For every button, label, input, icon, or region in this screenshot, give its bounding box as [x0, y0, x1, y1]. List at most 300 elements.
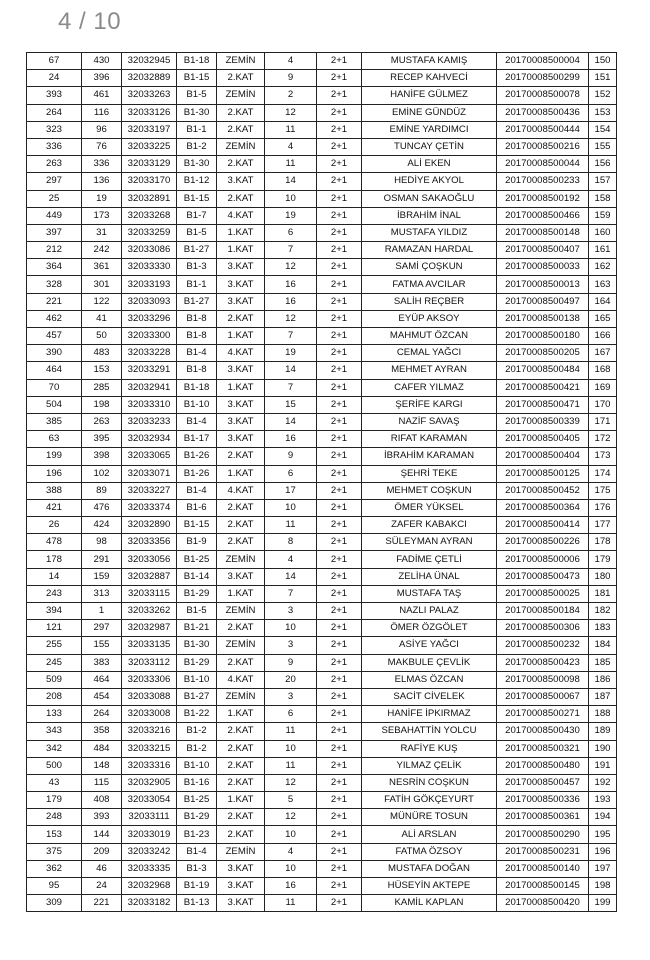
- cell-room-type: 2+1: [317, 826, 362, 843]
- cell-row-no: 196: [589, 843, 617, 860]
- cell-application-no: 32033259: [122, 224, 177, 241]
- cell-room-type: 2+1: [317, 379, 362, 396]
- cell-row-no: 155: [589, 138, 617, 155]
- cell-apartment-no: 10: [265, 826, 317, 843]
- cell-floor: 3.KAT: [217, 413, 265, 430]
- cell-application-no: 32032934: [122, 431, 177, 448]
- cell-order-no: 178: [27, 551, 82, 568]
- cell-floor: 3.KAT: [217, 259, 265, 276]
- table-row: [27, 895, 617, 912]
- table-row: [27, 293, 617, 310]
- cell-block: B1-3: [177, 860, 217, 877]
- table-row: [27, 860, 617, 877]
- cell-lot-no: 31: [82, 224, 122, 241]
- cell-order-no: 504: [27, 396, 82, 413]
- cell-floor: 3.KAT: [217, 895, 265, 912]
- table-row: [27, 499, 617, 516]
- cell-block: B1-2: [177, 740, 217, 757]
- table-row: [27, 70, 617, 87]
- cell-order-no: 179: [27, 792, 82, 809]
- cell-lot-no: 144: [82, 826, 122, 843]
- cell-order-no: 153: [27, 826, 82, 843]
- cell-full-name: ZELİHA ÜNAL: [362, 568, 497, 585]
- cell-room-type: 2+1: [317, 138, 362, 155]
- cell-floor: 3.KAT: [217, 878, 265, 895]
- cell-order-no: 121: [27, 620, 82, 637]
- cell-floor: 2.KAT: [217, 723, 265, 740]
- cell-row-no: 197: [589, 860, 617, 877]
- cell-block: B1-13: [177, 895, 217, 912]
- cell-room-type: 2+1: [317, 310, 362, 327]
- cell-room-type: 2+1: [317, 448, 362, 465]
- cell-order-no: 462: [27, 310, 82, 327]
- table-row: [27, 328, 617, 345]
- cell-apartment-no: 10: [265, 620, 317, 637]
- cell-application-no: 32032945: [122, 53, 177, 70]
- table-row: [27, 757, 617, 774]
- cell-lot-no: 291: [82, 551, 122, 568]
- cell-reference-no: 20170008500420: [497, 895, 589, 912]
- cell-application-no: 32033197: [122, 121, 177, 138]
- cell-lot-no: 136: [82, 173, 122, 190]
- cell-floor: 2.KAT: [217, 774, 265, 791]
- cell-lot-no: 424: [82, 517, 122, 534]
- cell-room-type: 2+1: [317, 173, 362, 190]
- cell-row-no: 176: [589, 499, 617, 516]
- cell-reference-no: 20170008500444: [497, 121, 589, 138]
- cell-block: B1-2: [177, 723, 217, 740]
- table-row: [27, 620, 617, 637]
- cell-application-no: 32033330: [122, 259, 177, 276]
- cell-application-no: 32032941: [122, 379, 177, 396]
- cell-full-name: ALİ ARSLAN: [362, 826, 497, 843]
- cell-row-no: 156: [589, 156, 617, 173]
- cell-lot-no: 454: [82, 688, 122, 705]
- table-row: [27, 138, 617, 155]
- cell-row-no: 169: [589, 379, 617, 396]
- table-row: [27, 706, 617, 723]
- cell-order-no: 63: [27, 431, 82, 448]
- cell-reference-no: 20170008500497: [497, 293, 589, 310]
- cell-lot-no: 209: [82, 843, 122, 860]
- cell-apartment-no: 6: [265, 224, 317, 241]
- cell-row-no: 173: [589, 448, 617, 465]
- cell-floor: 1.KAT: [217, 242, 265, 259]
- cell-full-name: RIFAT KARAMAN: [362, 431, 497, 448]
- cell-order-no: 449: [27, 207, 82, 224]
- allocation-table-container: [26, 52, 616, 912]
- cell-lot-no: 430: [82, 53, 122, 70]
- cell-order-no: 509: [27, 671, 82, 688]
- cell-reference-no: 20170008500290: [497, 826, 589, 843]
- cell-application-no: 32033225: [122, 138, 177, 155]
- cell-full-name: RAFİYE KUŞ: [362, 740, 497, 757]
- cell-lot-no: 102: [82, 465, 122, 482]
- cell-floor: 2.KAT: [217, 757, 265, 774]
- cell-block: B1-29: [177, 654, 217, 671]
- cell-row-no: 190: [589, 740, 617, 757]
- cell-reference-no: 20170008500216: [497, 138, 589, 155]
- cell-apartment-no: 19: [265, 207, 317, 224]
- cell-reference-no: 20170008500078: [497, 87, 589, 104]
- cell-block: B1-12: [177, 173, 217, 190]
- cell-reference-no: 20170008500404: [497, 448, 589, 465]
- cell-row-no: 159: [589, 207, 617, 224]
- cell-application-no: 32033111: [122, 809, 177, 826]
- cell-room-type: 2+1: [317, 293, 362, 310]
- cell-block: B1-29: [177, 809, 217, 826]
- cell-reference-no: 20170008500180: [497, 328, 589, 345]
- cell-lot-no: 313: [82, 585, 122, 602]
- table-row: [27, 156, 617, 173]
- cell-order-no: 500: [27, 757, 82, 774]
- cell-row-no: 153: [589, 104, 617, 121]
- cell-application-no: 32033227: [122, 482, 177, 499]
- cell-floor: 2.KAT: [217, 190, 265, 207]
- cell-floor: 2.KAT: [217, 499, 265, 516]
- table-row: [27, 345, 617, 362]
- cell-reference-no: 20170008500145: [497, 878, 589, 895]
- cell-lot-no: 242: [82, 242, 122, 259]
- cell-application-no: 32033170: [122, 173, 177, 190]
- table-row: [27, 362, 617, 379]
- cell-reference-no: 20170008500321: [497, 740, 589, 757]
- cell-lot-no: 464: [82, 671, 122, 688]
- cell-full-name: MUSTAFA DOĞAN: [362, 860, 497, 877]
- cell-full-name: FATİH GÖKÇEYURT: [362, 792, 497, 809]
- cell-order-no: 263: [27, 156, 82, 173]
- cell-full-name: SEBAHATTİN YOLCU: [362, 723, 497, 740]
- cell-order-no: 342: [27, 740, 82, 757]
- cell-block: B1-8: [177, 310, 217, 327]
- cell-reference-no: 20170008500436: [497, 104, 589, 121]
- cell-row-no: 166: [589, 328, 617, 345]
- cell-order-no: 208: [27, 688, 82, 705]
- cell-row-no: 152: [589, 87, 617, 104]
- cell-full-name: RAMAZAN HARDAL: [362, 242, 497, 259]
- cell-reference-no: 20170008500140: [497, 860, 589, 877]
- cell-full-name: İBRAHİM İNAL: [362, 207, 497, 224]
- cell-block: B1-15: [177, 190, 217, 207]
- cell-block: B1-18: [177, 53, 217, 70]
- cell-apartment-no: 11: [265, 121, 317, 138]
- cell-row-no: 180: [589, 568, 617, 585]
- cell-room-type: 2+1: [317, 224, 362, 241]
- cell-order-no: 323: [27, 121, 82, 138]
- cell-full-name: TUNCAY ÇETİN: [362, 138, 497, 155]
- cell-application-no: 32033374: [122, 499, 177, 516]
- cell-row-no: 167: [589, 345, 617, 362]
- cell-order-no: 221: [27, 293, 82, 310]
- cell-lot-no: 50: [82, 328, 122, 345]
- cell-lot-no: 395: [82, 431, 122, 448]
- cell-order-no: 343: [27, 723, 82, 740]
- cell-application-no: 32032891: [122, 190, 177, 207]
- cell-full-name: SAMİ ÇOŞKUN: [362, 259, 497, 276]
- cell-reference-no: 20170008500484: [497, 362, 589, 379]
- cell-reference-no: 20170008500414: [497, 517, 589, 534]
- cell-apartment-no: 16: [265, 293, 317, 310]
- cell-application-no: 32033056: [122, 551, 177, 568]
- cell-application-no: 32033071: [122, 465, 177, 482]
- cell-row-no: 170: [589, 396, 617, 413]
- cell-reference-no: 20170008500184: [497, 603, 589, 620]
- cell-room-type: 2+1: [317, 207, 362, 224]
- cell-room-type: 2+1: [317, 706, 362, 723]
- cell-application-no: 32033356: [122, 534, 177, 551]
- cell-order-no: 375: [27, 843, 82, 860]
- cell-full-name: HEDİYE AKYOL: [362, 173, 497, 190]
- cell-room-type: 2+1: [317, 328, 362, 345]
- cell-full-name: MUSTAFA KAMIŞ: [362, 53, 497, 70]
- cell-order-no: 388: [27, 482, 82, 499]
- cell-apartment-no: 3: [265, 688, 317, 705]
- cell-floor: 2.KAT: [217, 121, 265, 138]
- cell-lot-no: 148: [82, 757, 122, 774]
- table-row: [27, 603, 617, 620]
- cell-block: B1-25: [177, 551, 217, 568]
- cell-apartment-no: 10: [265, 740, 317, 757]
- cell-floor: 4.KAT: [217, 482, 265, 499]
- cell-application-no: 32033335: [122, 860, 177, 877]
- cell-block: B1-15: [177, 70, 217, 87]
- table-row: [27, 774, 617, 791]
- cell-application-no: 32033135: [122, 637, 177, 654]
- cell-block: B1-8: [177, 328, 217, 345]
- cell-application-no: 32032987: [122, 620, 177, 637]
- cell-apartment-no: 14: [265, 568, 317, 585]
- cell-order-no: 264: [27, 104, 82, 121]
- cell-apartment-no: 10: [265, 499, 317, 516]
- cell-full-name: MAHMUT ÖZCAN: [362, 328, 497, 345]
- cell-order-no: 212: [27, 242, 82, 259]
- cell-apartment-no: 7: [265, 242, 317, 259]
- table-row: [27, 224, 617, 241]
- cell-room-type: 2+1: [317, 465, 362, 482]
- cell-apartment-no: 7: [265, 379, 317, 396]
- cell-full-name: SACİT CİVELEK: [362, 688, 497, 705]
- cell-apartment-no: 12: [265, 104, 317, 121]
- cell-application-no: 32032968: [122, 878, 177, 895]
- cell-lot-no: 263: [82, 413, 122, 430]
- cell-block: B1-26: [177, 465, 217, 482]
- cell-reference-no: 20170008500361: [497, 809, 589, 826]
- cell-reference-no: 20170008500138: [497, 310, 589, 327]
- cell-application-no: 32033193: [122, 276, 177, 293]
- cell-lot-no: 24: [82, 878, 122, 895]
- cell-row-no: 158: [589, 190, 617, 207]
- cell-lot-no: 301: [82, 276, 122, 293]
- cell-room-type: 2+1: [317, 534, 362, 551]
- cell-row-no: 150: [589, 53, 617, 70]
- cell-room-type: 2+1: [317, 688, 362, 705]
- cell-lot-no: 98: [82, 534, 122, 551]
- cell-block: B1-18: [177, 379, 217, 396]
- cell-full-name: CAFER YILMAZ: [362, 379, 497, 396]
- cell-lot-no: 221: [82, 895, 122, 912]
- table-row: [27, 826, 617, 843]
- cell-floor: 3.KAT: [217, 568, 265, 585]
- cell-order-no: 397: [27, 224, 82, 241]
- table-row: [27, 276, 617, 293]
- cell-order-no: 464: [27, 362, 82, 379]
- cell-block: B1-22: [177, 706, 217, 723]
- cell-order-no: 336: [27, 138, 82, 155]
- cell-apartment-no: 11: [265, 156, 317, 173]
- cell-order-no: 478: [27, 534, 82, 551]
- cell-reference-no: 20170008500452: [497, 482, 589, 499]
- cell-lot-no: 264: [82, 706, 122, 723]
- table-row: [27, 671, 617, 688]
- cell-block: B1-27: [177, 688, 217, 705]
- cell-apartment-no: 19: [265, 345, 317, 362]
- cell-reference-no: 20170008500423: [497, 654, 589, 671]
- cell-row-no: 178: [589, 534, 617, 551]
- table-row: [27, 517, 617, 534]
- cell-room-type: 2+1: [317, 895, 362, 912]
- cell-room-type: 2+1: [317, 104, 362, 121]
- cell-room-type: 2+1: [317, 637, 362, 654]
- cell-apartment-no: 7: [265, 328, 317, 345]
- cell-lot-no: 336: [82, 156, 122, 173]
- cell-block: B1-7: [177, 207, 217, 224]
- cell-lot-no: 96: [82, 121, 122, 138]
- cell-order-no: 133: [27, 706, 82, 723]
- cell-room-type: 2+1: [317, 413, 362, 430]
- table-row: [27, 310, 617, 327]
- cell-block: B1-16: [177, 774, 217, 791]
- cell-full-name: NAZLI PALAZ: [362, 603, 497, 620]
- cell-apartment-no: 14: [265, 173, 317, 190]
- cell-floor: 2.KAT: [217, 654, 265, 671]
- cell-application-no: 32033291: [122, 362, 177, 379]
- cell-full-name: EMİNE GÜNDÜZ: [362, 104, 497, 121]
- cell-order-no: 26: [27, 517, 82, 534]
- cell-application-no: 32033126: [122, 104, 177, 121]
- table-row: [27, 465, 617, 482]
- cell-floor: ZEMİN: [217, 87, 265, 104]
- cell-application-no: 32032889: [122, 70, 177, 87]
- cell-row-no: 171: [589, 413, 617, 430]
- cell-order-no: 297: [27, 173, 82, 190]
- cell-apartment-no: 10: [265, 860, 317, 877]
- cell-order-no: 25: [27, 190, 82, 207]
- cell-apartment-no: 6: [265, 465, 317, 482]
- cell-block: B1-30: [177, 156, 217, 173]
- page-counter: 4 / 10: [58, 8, 122, 35]
- cell-room-type: 2+1: [317, 551, 362, 568]
- cell-full-name: ALİ EKEN: [362, 156, 497, 173]
- cell-order-no: 24: [27, 70, 82, 87]
- cell-row-no: 175: [589, 482, 617, 499]
- cell-application-no: 32033115: [122, 585, 177, 602]
- cell-block: B1-5: [177, 603, 217, 620]
- cell-room-type: 2+1: [317, 568, 362, 585]
- cell-lot-no: 19: [82, 190, 122, 207]
- cell-order-no: 394: [27, 603, 82, 620]
- cell-apartment-no: 11: [265, 895, 317, 912]
- cell-block: B1-19: [177, 878, 217, 895]
- cell-apartment-no: 8: [265, 534, 317, 551]
- cell-application-no: 32033054: [122, 792, 177, 809]
- cell-order-no: 362: [27, 860, 82, 877]
- cell-block: B1-9: [177, 534, 217, 551]
- table-row: [27, 173, 617, 190]
- cell-floor: ZEMİN: [217, 138, 265, 155]
- cell-apartment-no: 2: [265, 87, 317, 104]
- cell-room-type: 2+1: [317, 757, 362, 774]
- cell-lot-no: 383: [82, 654, 122, 671]
- cell-floor: 1.KAT: [217, 379, 265, 396]
- cell-floor: 4.KAT: [217, 207, 265, 224]
- cell-lot-no: 461: [82, 87, 122, 104]
- table-row: [27, 104, 617, 121]
- cell-application-no: 32033129: [122, 156, 177, 173]
- cell-floor: 3.KAT: [217, 396, 265, 413]
- cell-block: B1-17: [177, 431, 217, 448]
- cell-reference-no: 20170008500231: [497, 843, 589, 860]
- cell-row-no: 199: [589, 895, 617, 912]
- cell-lot-no: 396: [82, 70, 122, 87]
- cell-apartment-no: 4: [265, 843, 317, 860]
- table-row: [27, 723, 617, 740]
- cell-application-no: 32033262: [122, 603, 177, 620]
- cell-reference-no: 20170008500226: [497, 534, 589, 551]
- cell-block: B1-2: [177, 138, 217, 155]
- cell-full-name: OSMAN SAKAOĞLU: [362, 190, 497, 207]
- table-row: [27, 792, 617, 809]
- table-row: [27, 396, 617, 413]
- cell-full-name: ŞEHRİ TEKE: [362, 465, 497, 482]
- cell-apartment-no: 4: [265, 138, 317, 155]
- cell-order-no: 385: [27, 413, 82, 430]
- cell-application-no: 32033268: [122, 207, 177, 224]
- cell-block: B1-27: [177, 242, 217, 259]
- cell-floor: 1.KAT: [217, 706, 265, 723]
- cell-full-name: FATMA ÖZSOY: [362, 843, 497, 860]
- cell-application-no: 32032890: [122, 517, 177, 534]
- cell-floor: ZEMİN: [217, 551, 265, 568]
- cell-apartment-no: 4: [265, 53, 317, 70]
- cell-row-no: 165: [589, 310, 617, 327]
- cell-floor: ZEMİN: [217, 53, 265, 70]
- cell-reference-no: 20170008500405: [497, 431, 589, 448]
- cell-room-type: 2+1: [317, 603, 362, 620]
- cell-apartment-no: 7: [265, 585, 317, 602]
- cell-reference-no: 20170008500067: [497, 688, 589, 705]
- cell-reference-no: 20170008500006: [497, 551, 589, 568]
- cell-application-no: 32033093: [122, 293, 177, 310]
- cell-order-no: 457: [27, 328, 82, 345]
- cell-room-type: 2+1: [317, 585, 362, 602]
- table-row: [27, 53, 617, 70]
- cell-application-no: 32033088: [122, 688, 177, 705]
- cell-floor: 1.KAT: [217, 328, 265, 345]
- cell-order-no: 243: [27, 585, 82, 602]
- cell-apartment-no: 11: [265, 723, 317, 740]
- cell-application-no: 32033182: [122, 895, 177, 912]
- cell-application-no: 32033019: [122, 826, 177, 843]
- cell-room-type: 2+1: [317, 620, 362, 637]
- cell-floor: 2.KAT: [217, 70, 265, 87]
- cell-reference-no: 20170008500364: [497, 499, 589, 516]
- cell-apartment-no: 12: [265, 809, 317, 826]
- cell-lot-no: 408: [82, 792, 122, 809]
- cell-lot-no: 76: [82, 138, 122, 155]
- cell-full-name: ÖMER YÜKSEL: [362, 499, 497, 516]
- cell-block: B1-10: [177, 671, 217, 688]
- cell-block: B1-30: [177, 637, 217, 654]
